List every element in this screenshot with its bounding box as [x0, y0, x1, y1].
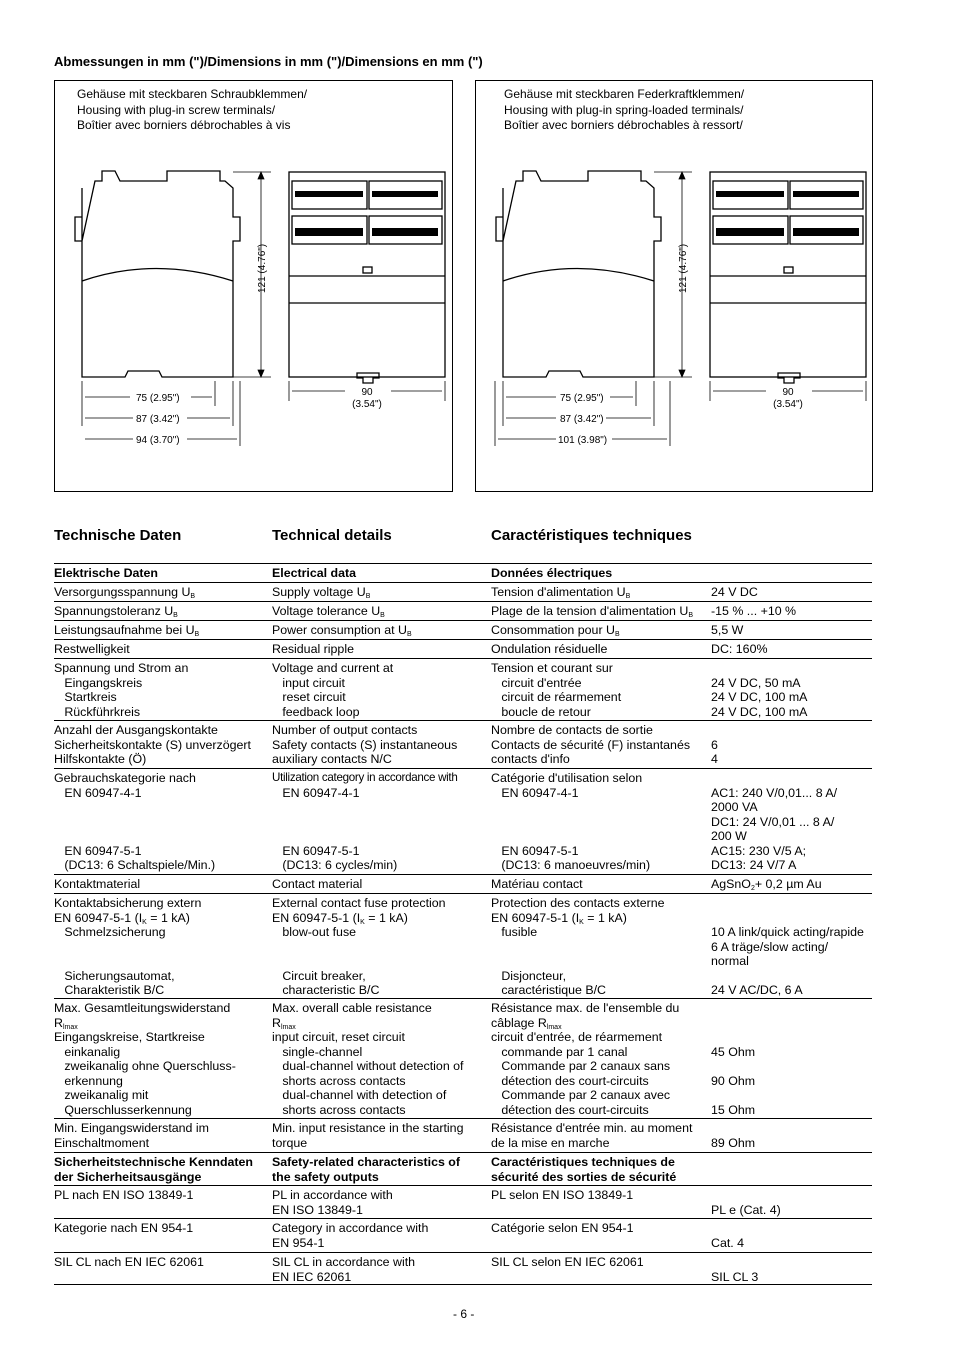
- height-dimension-label: 121 (4.76"): [257, 243, 268, 293]
- table-row: Kontaktmaterial Contact material Matériau contact AgSnO$_2$+ 0,2 µm Au: [54, 874, 872, 893]
- table-row: PL nach EN ISO 13849-1 PL in accordance with EN ISO 13849-1 PL selon EN ISO 13849-1 PL e (Cat. 4): [54, 1185, 872, 1218]
- side-view-outline: [75, 171, 240, 377]
- page-number: - 6 -: [453, 1307, 475, 1321]
- width-101-label: 101 (3.98"): [558, 435, 608, 446]
- table-row: Spannung und Strom an Eingangskreis Startkreis Rückführkreis Voltage and current at input circuit reset circuit feedback loop Tension et courant sur circuit d'entrée circuit de réarmement boucle de retour 24 V DC, 50 mA 24 V DC, 100 mA 24 V DC, 100 mA: [54, 658, 872, 720]
- side-front-drawing-screw: [55, 81, 454, 493]
- dimension-drawing-screw: [54, 80, 453, 492]
- side-view-outline: [496, 171, 661, 377]
- heading-de: Technische Daten: [54, 527, 182, 544]
- table-row: Kontaktabsicherung extern EN 60947-5-1 ($I_K = 1$ kA) Schmelzsicherung Sicherungsautomat, Charakteristik B/C External contact fuse protection EN 60947-5-1 ($I_K = 1$ kA) blow-out fuse Circuit breaker, characteristic B/C Protection des contacts externe EN 60947-5-1 ($I_K = 1$ kA) fusible Disjoncteur, caractéristique B/C 10 A link/quick acting/rapide 6 A träge/slow acting/ normal 24 V AC/DC, 6 A: [54, 893, 872, 998]
- table-row: Gebrauchskategorie nach EN 60947-4-1 EN 60947-5-1 (DC13: 6 Schaltspiele/Min.) Utilization category in accordance with EN 60947-4-1 EN 60947-5-1 (DC13: 6 cycles/min) Catégorie d'utilisation selon EN 60947-4-1 EN 60947-5-1 (DC13: 6 manoeuvres/min) AC1: 240 V/0,01... 8 A/ 2000 VA DC1: 24 V/0,01 ... 8 A/ 200 W AC15: 230 V/5 A; DC13: 24 V/7 A: [54, 768, 872, 874]
- technical-data-table: [54, 563, 872, 1285]
- height-dimension-label: 121 (4.76"): [678, 243, 689, 293]
- table-row: SIL CL nach EN IEC 62061 SIL CL in accordance with EN IEC 62061 SIL CL selon EN IEC 62061 SIL CL 3: [54, 1252, 872, 1285]
- width-94-label: 94 (3.70"): [136, 435, 180, 446]
- table-row: Anzahl der Ausgangskontakte Sicherheitskontakte (S) unverzögert Hilfskontakte (Ö) Number of output contacts Safety contacts (S) instantaneous auxiliary contacts N/C Nombre de contacts de sortie Contacts de sécurité (F) instantanés contacts d'info 6 4: [54, 720, 872, 768]
- front-view: [710, 172, 866, 383]
- front-width-label: 90: [782, 387, 794, 398]
- front-width-inch-label: (3.54"): [352, 399, 382, 410]
- side-front-drawing-spring: [476, 81, 874, 493]
- width-87-label: 87 (3.42"): [560, 414, 604, 425]
- drawing-caption-spring: Gehäuse mit steckbaren Federkraftklemmen/ Housing with plug-in spring-loaded terminals/ Boîtier avec borniers débrochables à ressort/: [504, 87, 745, 132]
- table-row: Leistungsaufnahme bei $U_B$ Power consumption at $U_B$ Consommation pour $U_B$ 5,5 W: [54, 620, 872, 639]
- width-75-label: 75 (2.95"): [560, 393, 604, 404]
- table-row: Spannungstoleranz $U_B$ Voltage tolerance $U_B$ Plage de la tension d'alimentation $U_B$ -15 % ... +10 %: [54, 601, 872, 620]
- table-row: Min. Eingangswiderstand im Einschaltmoment Min. input resistance in the starting torque Résistance d'entrée min. au moment de la mise en marche 89 Ohm: [54, 1118, 872, 1152]
- width-75-label: 75 (2.95"): [136, 393, 180, 404]
- drawing-caption-screw: Gehäuse mit steckbaren Schraubklemmen/ Housing with plug-in screw terminals/ Boîtier avec borniers débrochables à vis: [77, 87, 308, 132]
- dimensions-title: Abmessungen in mm (")/Dimensions in mm (")/Dimensions en mm ("): [54, 54, 483, 69]
- table-row: Max. Gesamtleitungswiderstand $R_{lmax}$ Eingangskreise, Startkreise einkanalig zweikanalig ohne Querschluss- erkennung zweikanalig mit Querschlusserkennung Max. overall cable resistance $R_{lmax}$ input circuit, reset circuit single-channel dual-channel without detection of shorts across contacts dual-channel with detection of shorts across contacts Résistance max. de l'ensemble du câblage $R_{lmax}$ circuit d'entrée, de réarmement commande par 1 canal Commande par 2 canaux sans détection des court-circuits Commande par 2 canaux avec détection des court-circuits 45 Ohm 90 Ohm 15 Ohm: [54, 998, 872, 1118]
- table-row: Restwelligkeit Residual ripple Ondulation résiduelle DC: 160%: [54, 639, 872, 658]
- front-width-label: 90: [361, 387, 373, 398]
- dimension-drawing-spring: [475, 80, 873, 492]
- table-row: Sicherheitstechnische Kenndaten der Sicherheitsausgänge Safety-related characteristics of the safety outputs Caractéristiques techniques de sécurité des sorties de sécurité: [54, 1152, 872, 1185]
- heading-en: Technical details: [272, 527, 392, 544]
- front-width-inch-label: (3.54"): [773, 399, 803, 410]
- table-row: Kategorie nach EN 954-1 Category in accordance with EN 954-1 Catégorie selon EN 954-1 Cat. 4: [54, 1218, 872, 1252]
- table-row: Versorgungsspannung $U_B$ Supply voltage $U_B$ Tension d'alimentation $U_B$ 24 V DC: [54, 582, 872, 601]
- front-view: [289, 172, 445, 383]
- table-row: Elektrische Daten Electrical data Données électriques: [54, 563, 872, 582]
- width-87-label: 87 (3.42"): [136, 414, 180, 425]
- heading-fr: Caractéristiques techniques: [491, 527, 692, 544]
